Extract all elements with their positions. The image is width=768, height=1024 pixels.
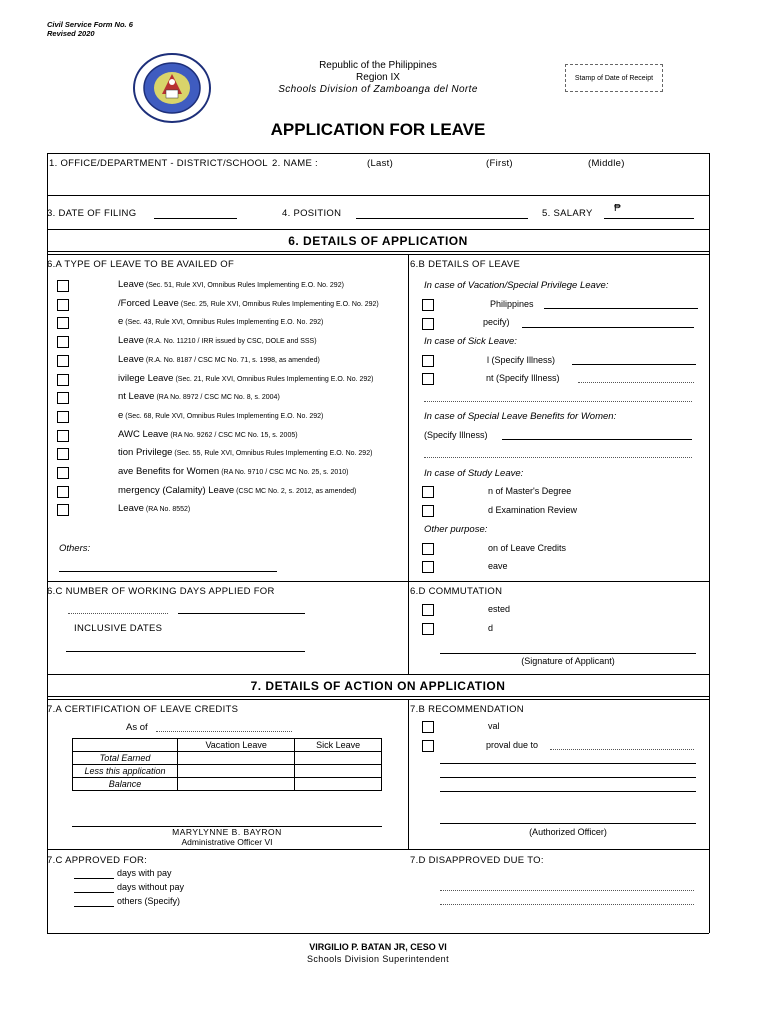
leave-type-reference: (Sec. 55, Rule XVI, Omnibus Rules Implementing E.O. No. 292) (174, 450, 373, 458)
superintendent-title: Schools Division Superintendent (307, 954, 449, 964)
less-sick-cell[interactable] (295, 765, 382, 778)
women-heading: In case of Special Leave Benefits for Women: (424, 411, 617, 422)
leave-type-checkbox[interactable] (57, 430, 69, 442)
balance-vac-cell[interactable] (178, 778, 295, 791)
leave-type-reference: (Sec. 21, Rule XVI, Omnibus Rules Implementing E.O. No. 292) (175, 375, 374, 383)
applicant-signature-field[interactable] (440, 653, 696, 654)
leave-type-item (118, 373, 374, 384)
row-less-this-application: Less this application (73, 765, 178, 778)
balance-sick-cell[interactable] (295, 778, 382, 791)
page-title: APPLICATION FOR LEAVE (270, 120, 486, 139)
section-6a-title: 6.A TYPE OF LEAVE TO BE AVAILED OF (47, 259, 235, 270)
section-6c-title: 6.C NUMBER OF WORKING DAYS APPLIED FOR (47, 586, 275, 597)
leave-type-label: Leave (118, 353, 144, 365)
vac-within-label: Philippines (490, 299, 534, 309)
other-terminal-checkbox[interactable] (422, 561, 434, 573)
vac-heading: In case of Vacation/Special Privilege Leave: (424, 280, 609, 291)
commutation-not-requested-label: d (488, 623, 494, 633)
row-balance: Balance (73, 778, 178, 791)
recommend-approval-label: val (488, 721, 500, 731)
stamp-box (565, 64, 663, 92)
women-illness-field-2[interactable] (424, 457, 692, 458)
leave-type-item (118, 391, 280, 402)
section-7a-title: 7.A CERTIFICATION OF LEAVE CREDITS (47, 704, 239, 715)
disapproval-reason-field[interactable] (550, 749, 694, 750)
certifying-officer-title: Administrative Officer VI (181, 837, 273, 847)
applicant-signature-label: (Signature of Applicant) (521, 656, 615, 666)
name-first-label: (First) (486, 158, 513, 169)
other-monetization-label: on of Leave Credits (488, 543, 567, 553)
leave-type-checkbox[interactable] (57, 317, 69, 329)
others-specify-field[interactable] (74, 906, 114, 907)
recommend-disapproval-label: proval due to (486, 740, 539, 750)
study-bar-checkbox[interactable] (422, 505, 434, 517)
commutation-requested-label: ested (488, 604, 511, 614)
header-republic: Republic of the Philippines (319, 60, 437, 71)
section-7c-title: 7.C APPROVED FOR: (47, 855, 148, 866)
leave-type-reference: (RA No. 8972 / CSC MC No. 8, s. 2004) (156, 394, 280, 402)
leave-type-item (118, 410, 323, 421)
date-filing-label: 3. DATE OF FILING (47, 208, 137, 219)
recommend-disapproval-checkbox[interactable] (422, 740, 434, 752)
other-purpose-heading: Other purpose: (424, 524, 488, 535)
col-vacation-leave: Vacation Leave (178, 739, 295, 752)
leave-type-reference: (Sec. 51, Rule XVI, Omnibus Rules Implementing E.O. No. 292) (145, 282, 344, 289)
form-meta (47, 20, 133, 38)
form-number: Civil Service Form No. 6 (47, 20, 133, 29)
leave-type-item (118, 316, 323, 327)
leave-type-label: tion Privilege (118, 447, 173, 459)
days-with-pay-label: days with pay (117, 868, 172, 878)
leave-type-label: Leave (118, 503, 144, 515)
disapproved-reason-field-2[interactable] (440, 904, 694, 905)
sick-hospital-field[interactable] (572, 364, 696, 365)
leave-type-item (118, 429, 298, 440)
leave-type-label: mergency (Calamity) Leave (118, 484, 235, 496)
inclusive-dates-field[interactable] (66, 651, 305, 652)
leave-type-item (118, 447, 372, 458)
leave-type-reference: (RA No. 9262 / CSC MC No. 15, s. 2005) (170, 431, 298, 439)
stamp-label: Stamp of Date of Receipt (574, 74, 654, 82)
leave-type-checkbox[interactable] (57, 355, 69, 367)
sick-hospital-label: l (Specify Illness) (487, 355, 556, 365)
leave-type-label: AWC Leave (118, 428, 169, 440)
leave-type-reference: (Sec. 68, Rule XVI, Omnibus Rules Implementing E.O. No. 292) (125, 412, 324, 420)
leave-type-reference: (R.A. No. 11210 / IRR issued by CSC, DOLE and SSS) (145, 338, 317, 346)
study-heading: In case of Study Leave: (424, 468, 524, 479)
sick-outpatient-label: nt (Specify Illness) (486, 373, 560, 383)
leave-type-item (118, 503, 190, 514)
col-sick-leave: Sick Leave (295, 739, 382, 752)
other-monetization-checkbox[interactable] (422, 543, 434, 555)
leave-type-label: ave Benefits for Women (118, 466, 220, 477)
leave-credits-table (72, 738, 382, 791)
sick-outpatient-checkbox[interactable] (422, 373, 434, 385)
name-last-label: (Last) (367, 158, 394, 169)
date-filing-field[interactable] (154, 218, 237, 219)
leave-type-checkbox[interactable] (57, 411, 69, 423)
others-field[interactable] (59, 571, 277, 572)
total-earned-sick-cell[interactable] (295, 752, 382, 765)
office-label: 1. OFFICE/DEPARTMENT - DISTRICT/SCHOOL (49, 158, 268, 169)
others-specify-label: others (Specify) (117, 896, 181, 906)
name-middle-label: (Middle) (588, 158, 625, 169)
study-masters-checkbox[interactable] (422, 486, 434, 498)
leave-type-checkbox[interactable] (57, 486, 69, 498)
leave-type-item (118, 298, 379, 309)
leave-type-label: e (118, 316, 124, 328)
women-illness-field[interactable] (502, 439, 692, 440)
superintendent-name: VIRGILIO P. BATAN JR, CESO VI (309, 942, 447, 952)
days-with-pay-field[interactable] (74, 878, 114, 879)
leave-type-label: Leave (118, 335, 144, 347)
others-label: Others: (59, 543, 91, 554)
header-block (230, 60, 526, 96)
leave-type-reference: (Sec. 25, Rule XVI, Omnibus Rules Implementing E.O. No. 292) (180, 300, 379, 308)
form-revised: Revised 2020 (47, 29, 95, 38)
vac-abroad-checkbox[interactable] (422, 318, 434, 330)
name-label: 2. NAME : (272, 158, 318, 169)
leave-type-reference: (R.A. No. 8187 / CSC MC No. 71, s. 1998, as amended) (145, 356, 320, 364)
leave-type-reference: (CSC MC No. 2, s. 2012, as amended) (236, 487, 357, 495)
position-field[interactable] (356, 218, 528, 219)
working-days-field-2[interactable] (178, 613, 305, 614)
section-7-title: 7. DETAILS OF ACTION ON APPLICATION (250, 679, 506, 693)
leave-type-reference: (Sec. 43, Rule XVI, Omnibus Rules Implementing E.O. No. 292) (125, 319, 324, 327)
leave-type-checkbox[interactable] (57, 280, 69, 292)
disapproval-reason-line-2[interactable] (440, 763, 696, 764)
vac-abroad-field[interactable] (522, 327, 694, 328)
days-without-pay-field[interactable] (74, 892, 114, 893)
total-earned-vac-cell[interactable] (178, 752, 295, 765)
less-vac-cell[interactable] (178, 765, 295, 778)
sick-outpatient-field[interactable] (578, 382, 694, 383)
leave-type-checkbox[interactable] (57, 504, 69, 516)
disapproval-reason-line-4[interactable] (440, 791, 696, 792)
disapproved-reason-field[interactable] (440, 890, 694, 891)
vac-abroad-label: pecify) (483, 317, 510, 327)
disapproval-reason-line-3[interactable] (440, 777, 696, 778)
header-region: Region IX (356, 72, 400, 83)
leave-type-checkbox[interactable] (57, 299, 69, 311)
leave-type-item (118, 466, 348, 477)
commutation-requested-checkbox[interactable] (422, 604, 434, 616)
section-7b-title: 7.B RECOMMENDATION (410, 704, 524, 715)
inclusive-dates-label: INCLUSIVE DATES (74, 623, 163, 634)
sick-hospital-checkbox[interactable] (422, 355, 434, 367)
days-without-pay-label: days without pay (117, 882, 185, 892)
women-illness-label: (Specify Illness) (424, 430, 488, 440)
authorized-officer-signature[interactable] (440, 823, 696, 824)
row-total-earned: Total Earned (73, 752, 178, 765)
certifying-officer-name: MARYLYNNE B. BAYRON (172, 827, 282, 837)
position-label: 4. POSITION (282, 208, 342, 219)
leave-type-label: /Forced Leave (118, 297, 179, 309)
as-of-label: As of (126, 722, 148, 733)
leave-type-label: Leave (118, 279, 144, 290)
vac-within-field[interactable] (544, 308, 698, 309)
authorized-officer-label: (Authorized Officer) (529, 827, 607, 837)
section-6d-title: 6.D COMMUTATION (410, 586, 503, 597)
vac-within-checkbox[interactable] (422, 299, 434, 311)
leave-type-label: nt Leave (118, 391, 155, 403)
leave-type-checkbox[interactable] (57, 374, 69, 386)
leave-type-checkbox[interactable] (57, 392, 69, 404)
sick-heading: In case of Sick Leave: (424, 336, 517, 347)
peso-sign: ₱ (614, 203, 621, 214)
leave-type-item (118, 354, 320, 365)
recommend-approval-checkbox[interactable] (422, 721, 434, 733)
other-terminal-label: eave (488, 561, 508, 571)
study-bar-label: d Examination Review (488, 505, 578, 515)
leave-type-label: e (118, 409, 124, 421)
working-days-field[interactable] (68, 613, 168, 614)
as-of-field[interactable] (156, 731, 292, 732)
salary-label: 5. SALARY (542, 208, 593, 219)
leave-type-item (118, 485, 356, 496)
leave-type-item (118, 335, 317, 346)
salary-field[interactable] (604, 218, 694, 219)
header-division: Schools Division of Zamboanga del Norte (278, 84, 478, 95)
study-masters-label: n of Master's Degree (488, 486, 572, 496)
deped-seal-icon (132, 52, 212, 124)
leave-type-checkbox[interactable] (57, 467, 69, 479)
section-6-title: 6. DETAILS OF APPLICATION (288, 234, 468, 248)
leave-type-reference: (RA No. 8552) (145, 506, 191, 514)
leave-type-checkbox[interactable] (57, 336, 69, 348)
sick-outpatient-field-2[interactable] (424, 401, 692, 402)
leave-type-item (118, 279, 344, 290)
leave-type-checkbox[interactable] (57, 448, 69, 460)
leave-type-label: ivilege Leave (118, 372, 174, 384)
commutation-not-requested-checkbox[interactable] (422, 623, 434, 635)
section-6b-title: 6.B DETAILS OF LEAVE (410, 259, 521, 270)
section-7d-title: 7.D DISAPPROVED DUE TO: (410, 855, 544, 866)
leave-type-reference: (RA No. 9710 / CSC MC No. 25, s. 2010) (221, 469, 349, 476)
